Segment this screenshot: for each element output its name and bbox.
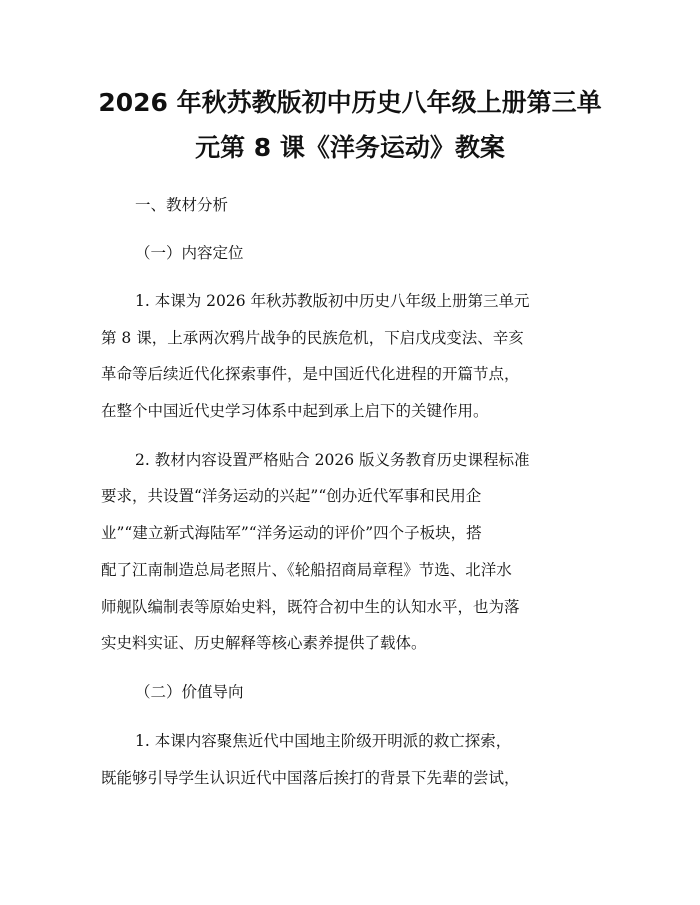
paragraph-2-line-3: 业”“建立新式海陆军”“洋务运动的评价”四个子板块，搭 bbox=[101, 524, 482, 542]
paragraph-2-line-4: 配了江南制造总局老照片、《轮船招商局章程》节选、北洋水 bbox=[101, 561, 512, 579]
document-title-line-2: 元第 8 课《洋务运动》教案 bbox=[195, 133, 505, 162]
paragraph-3-line-2: 既能够引导学生认识近代中国落后挨打的背景下先辈的尝试， bbox=[101, 769, 520, 787]
subsection-heading-content-positioning: （一）内容定位 bbox=[135, 244, 244, 262]
paragraph-1-line-3: 革命等后续近代化探索事件，是中国近代化进程的开篇节点， bbox=[101, 365, 520, 383]
paragraph-1-line-2: 第 8 课，上承两次鸦片战争的民族危机，下启戊戌变法、辛亥 bbox=[101, 329, 524, 347]
paragraph-1-line-1: 1. 本课为 2026 年秋苏教版初中历史八年级上册第三单元 bbox=[135, 292, 530, 310]
document-title-line-1: 2026 年秋苏教版初中历史八年级上册第三单 bbox=[98, 88, 602, 117]
section-heading-teaching-material-analysis: 一、教材分析 bbox=[135, 196, 229, 214]
paragraph-2-line-1: 2. 教材内容设置严格贴合 2026 版义务教育历史课程标准 bbox=[135, 451, 530, 469]
paragraph-2-line-6: 实史料实证、历史解释等核心素养提供了载体。 bbox=[101, 634, 427, 652]
subsection-heading-value-orientation: （二）价值导向 bbox=[135, 683, 244, 701]
paragraph-2-line-2: 要求，共设置“洋务运动的兴起”“创办近代军事和民用企 bbox=[101, 487, 482, 505]
paragraph-2-line-5: 师舰队编制表等原始史料，既符合初中生的认知水平，也为落 bbox=[101, 598, 520, 616]
paragraph-3-line-1: 1. 本课内容聚焦近代中国地主阶级开明派的救亡探索， bbox=[135, 732, 512, 750]
paragraph-1-line-4: 在整个中国近代史学习体系中起到承上启下的关键作用。 bbox=[101, 402, 489, 420]
